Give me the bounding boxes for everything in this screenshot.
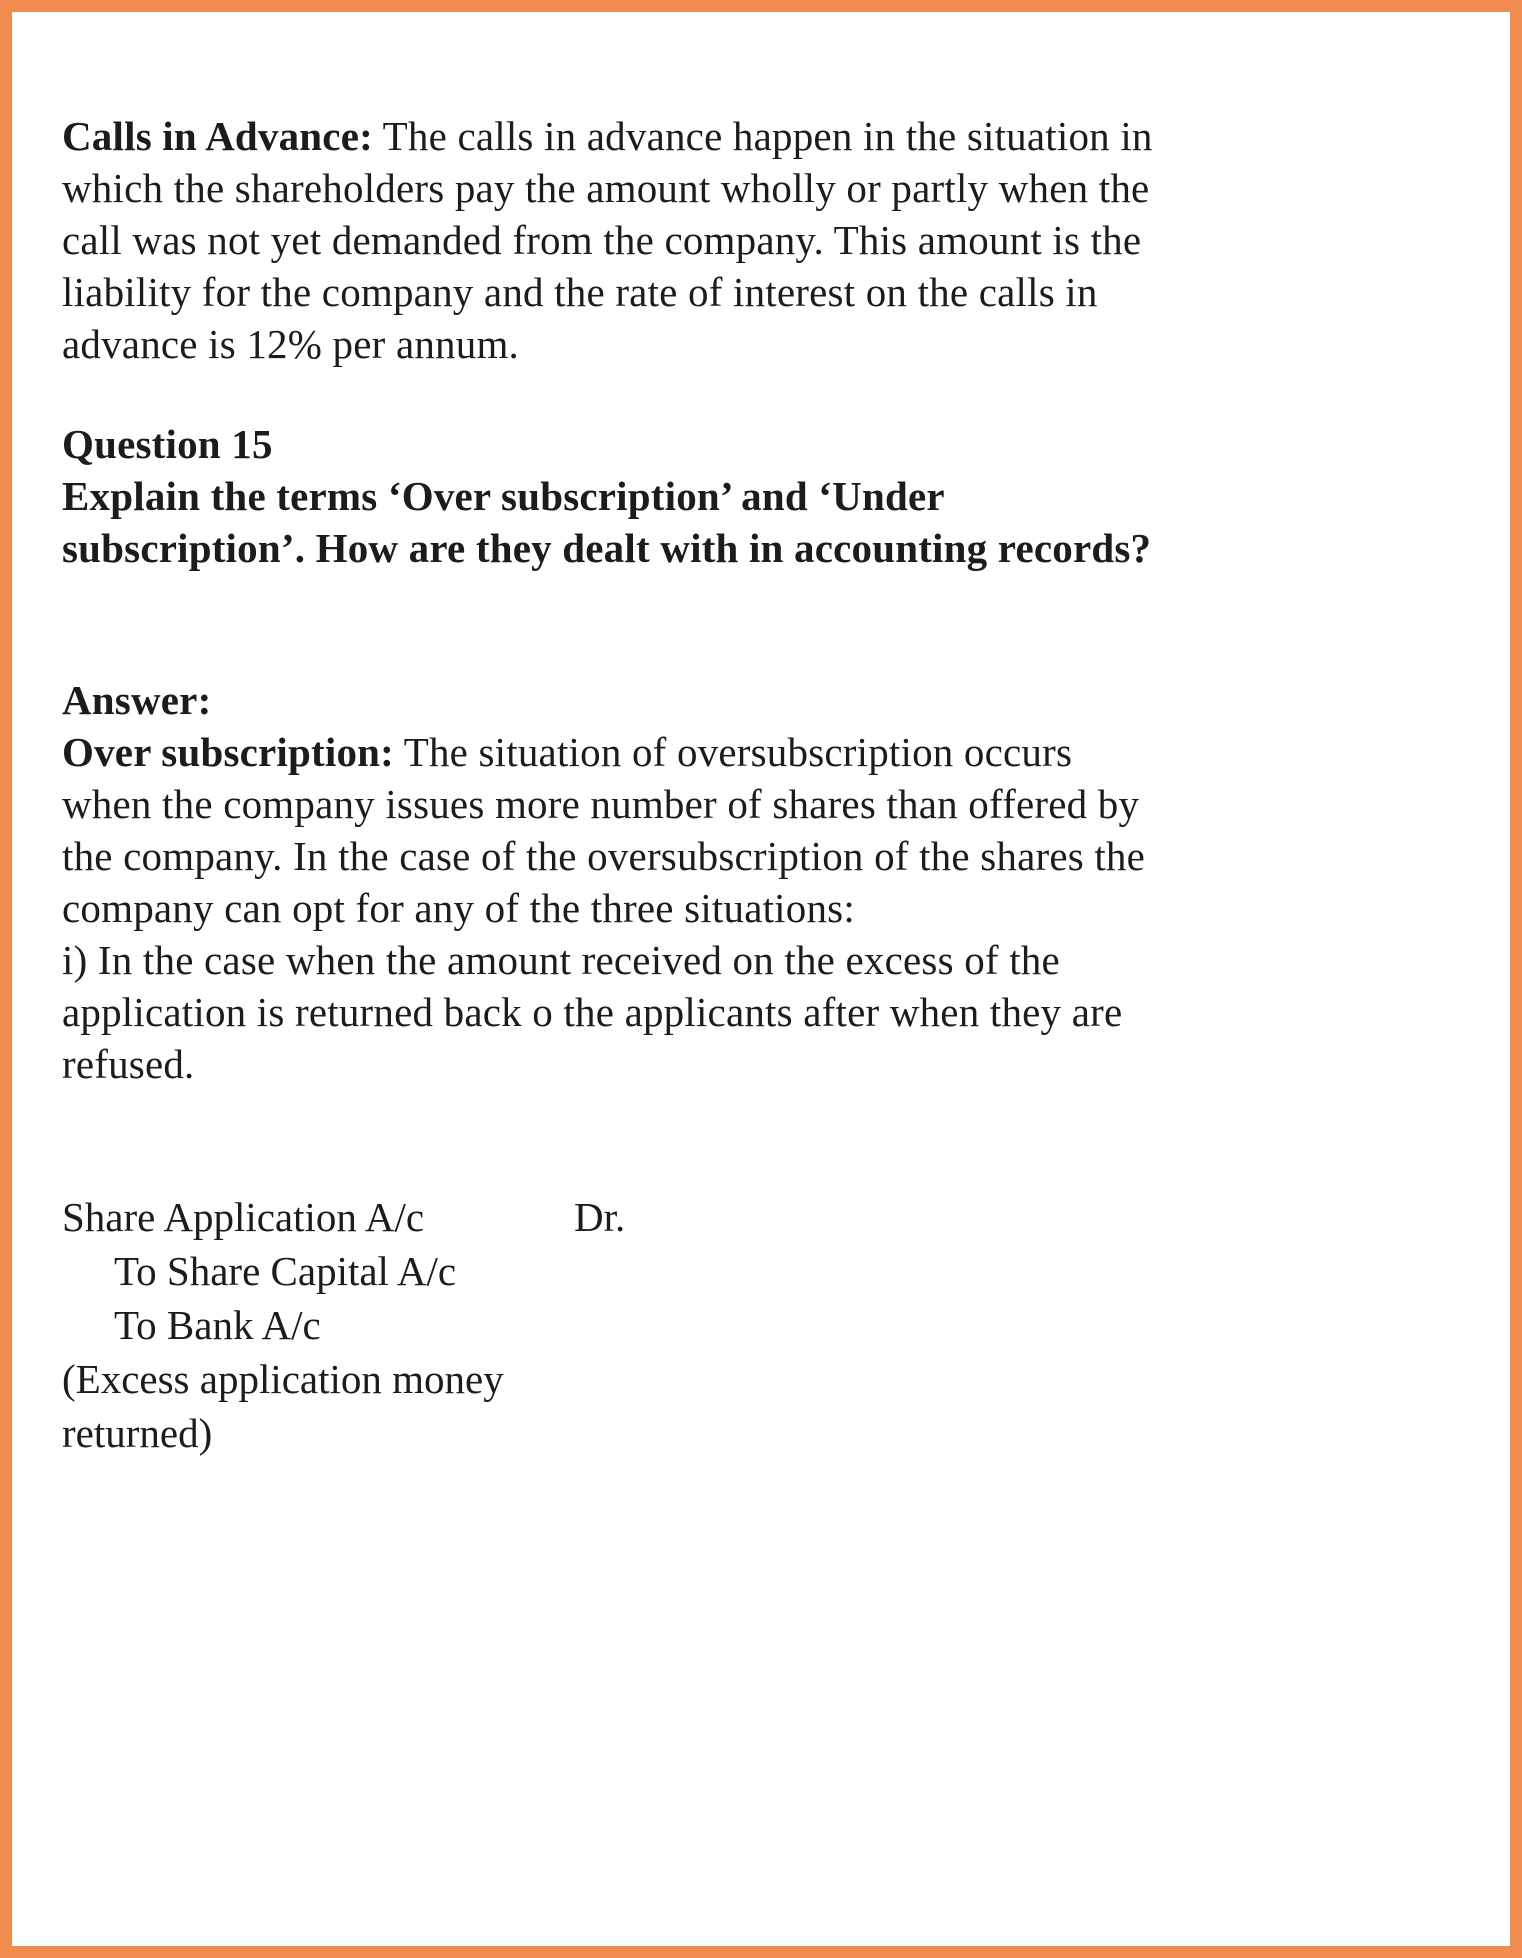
journal-narration-line-1: (Excess application money [62,1356,504,1402]
journal-line-3: To Bank A/c [114,1302,321,1348]
over-subscription-text: The situation of oversubscription occurs when the company issues more number of shares than offered by the company. In the case of the oversubscription of the shares the company can opt for any of the three situations: [62,729,1146,931]
journal-line-1 [62,1190,1192,1244]
spacer [62,1090,1192,1190]
journal-entry [62,1190,1192,1460]
over-subscription-label: Over subscription: [62,729,395,775]
journal-debit-account: Share Application A/c [62,1194,425,1240]
spacer [62,370,1192,418]
question-body: Explain the terms ‘Over subscription’ and ‘Under subscription’. How are they dealt with in accounting records? [62,473,1152,571]
question-title: Question 15 [62,421,273,467]
point-i-paragraph: i) In the case when the amount received on the excess of the application is returned back o the applicants after when they are refused. [62,937,1123,1087]
over-subscription-paragraph [62,726,1172,934]
document-content [12,12,1252,1520]
journal-line-2: To Share Capital A/c [114,1248,457,1294]
calls-in-advance-text: The calls in advance happen in the situation in which the shareholders pay the amount wholly or partly when the call was not yet demanded from the company. This amount is the liability for the company and the rate of interest on the calls in advance is 12% per annum. [62,113,1153,367]
answer-label: Answer: [62,677,212,723]
calls-in-advance-label: Calls in Advance: [62,113,373,159]
calls-in-advance-paragraph [62,110,1172,370]
journal-narration-line-2: returned) [62,1410,213,1456]
spacer [62,574,1192,674]
journal-dr-label: Dr. [574,1194,626,1240]
